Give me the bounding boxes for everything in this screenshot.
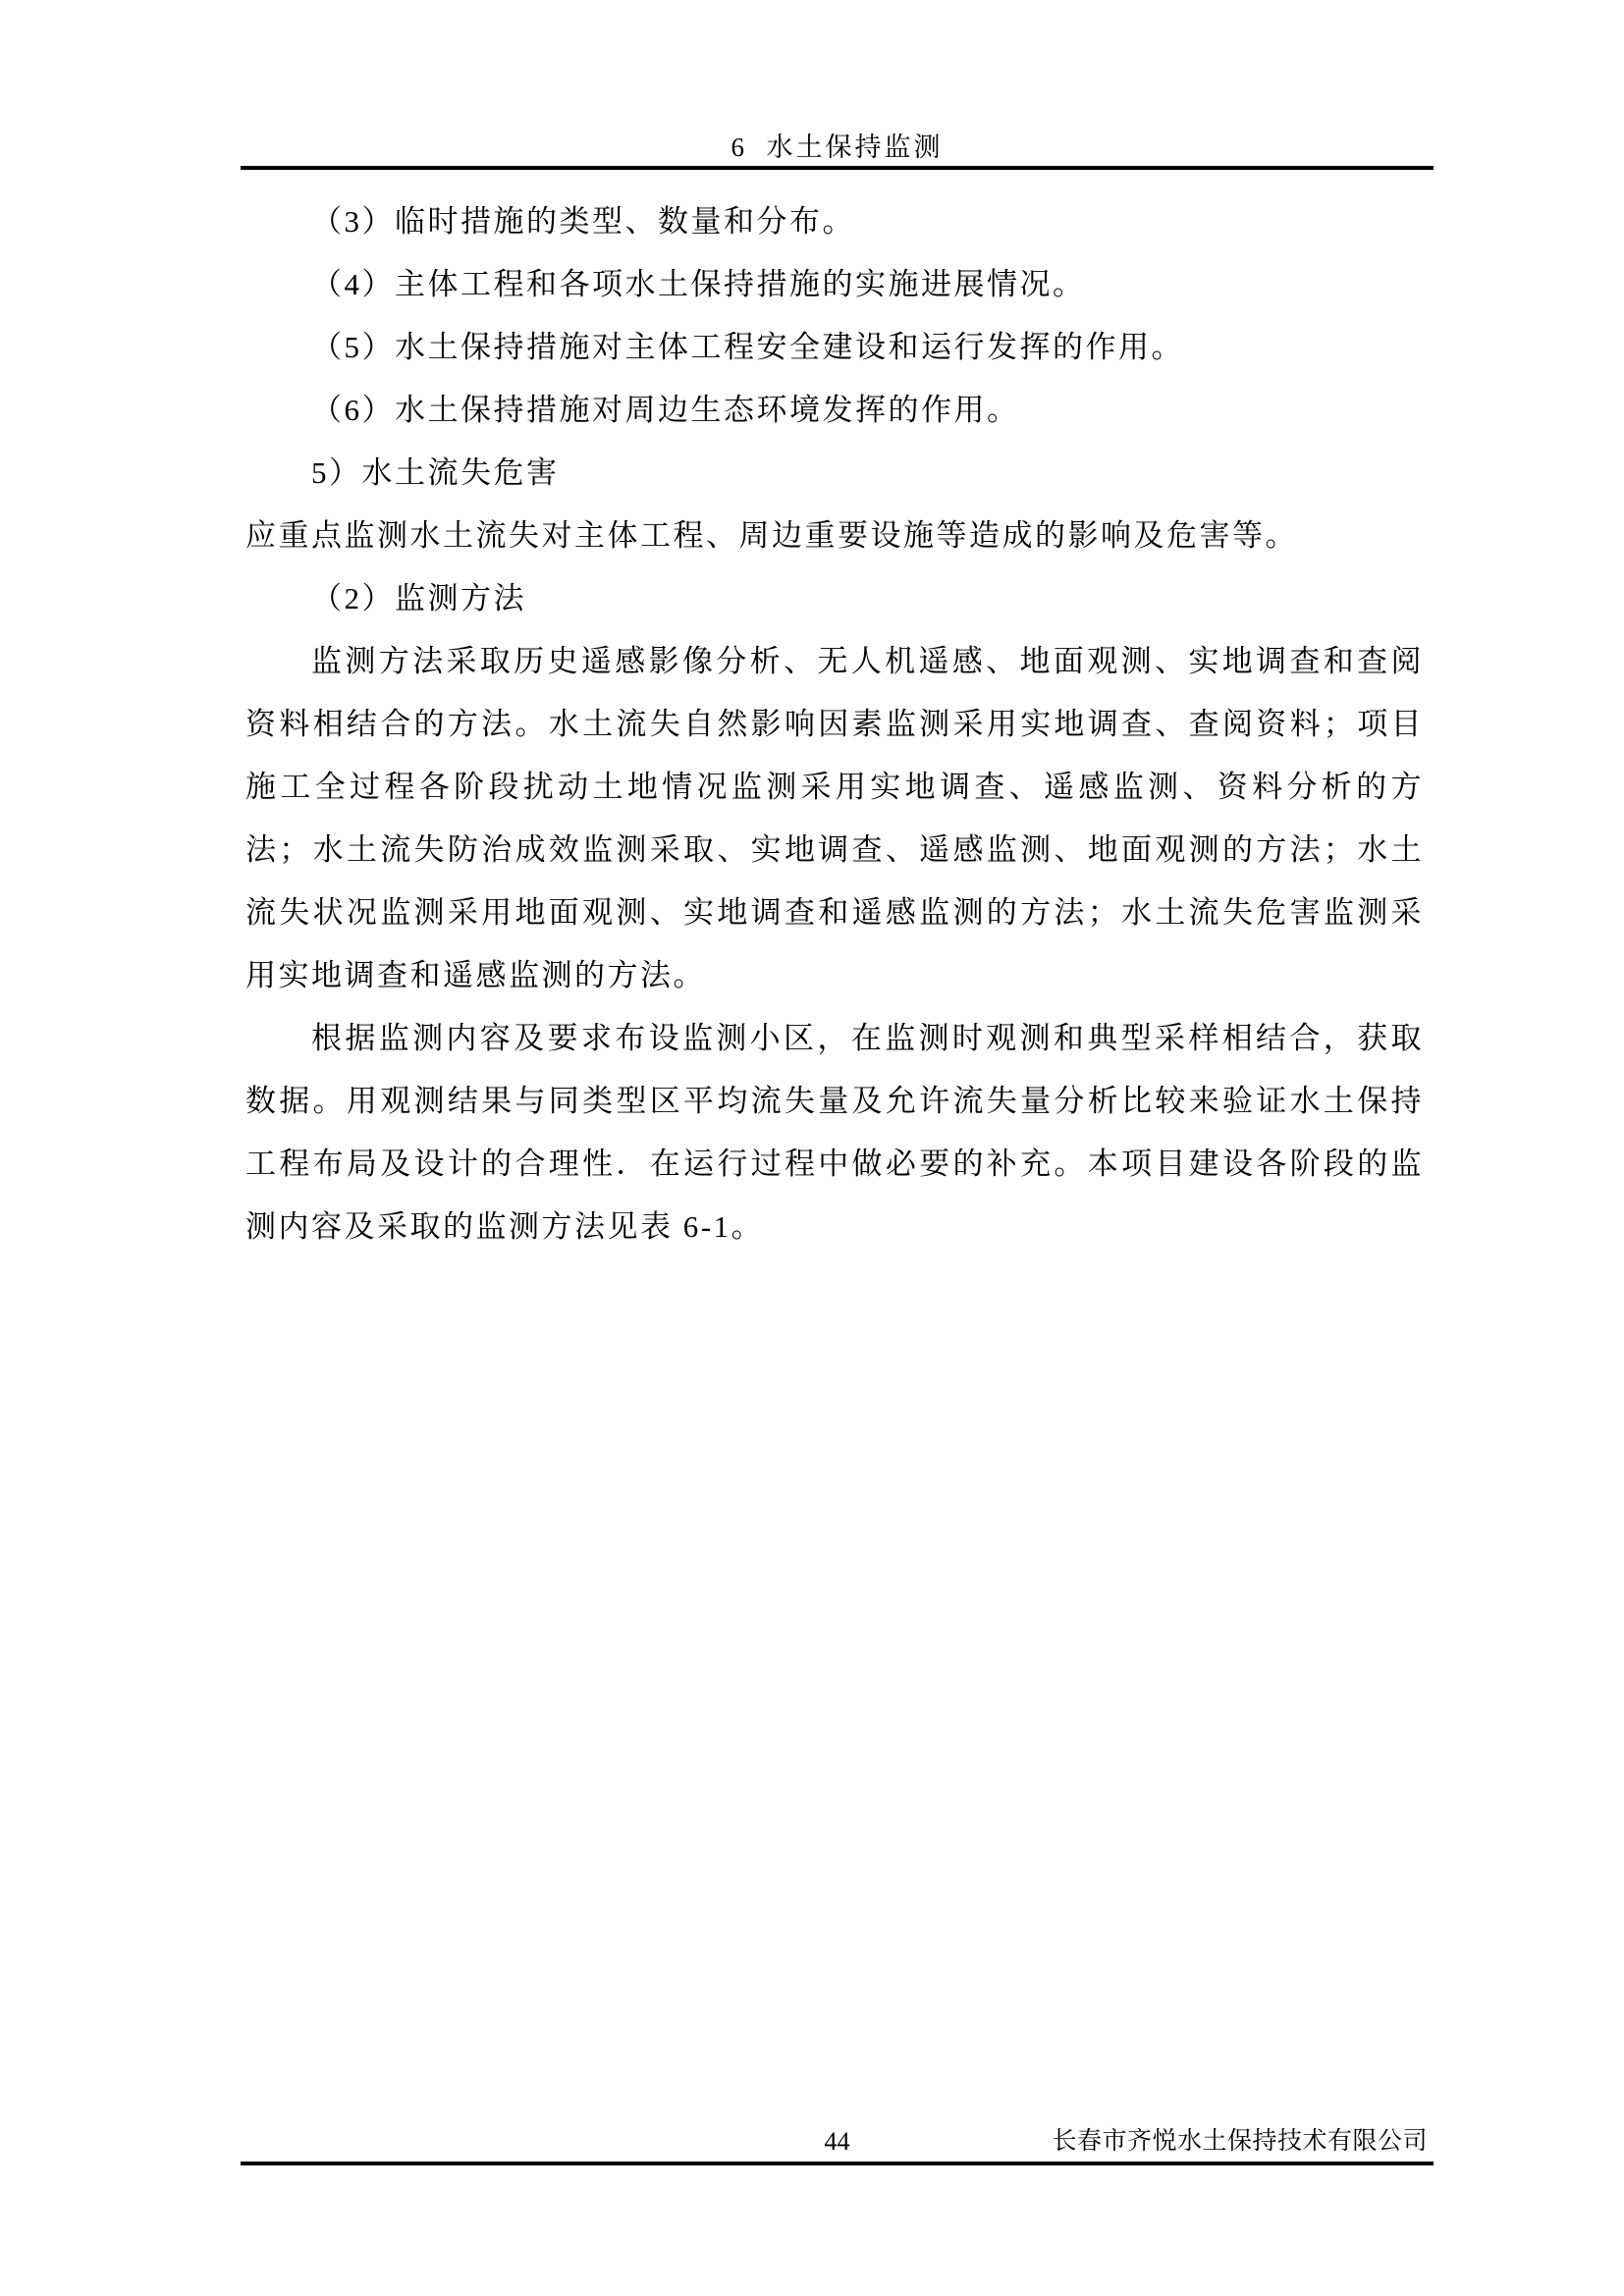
list-item-6: （6）水土保持措施对周边生态环境发挥的作用。 [311, 393, 1020, 427]
document-body [245, 190, 1424, 1258]
plots-paragraph: 根据监测内容及要求布设监测小区，在监测时观测和典型采样相结合，获取数据。用观测结果与同类型区平均流失量及允许流失量分析比较来验证水土保持工程布局及设计的合理性．在运行过程中做必要的补充。本项目建设各阶段的监测内容及采取的监测方法见表 6-1。 [245, 1021, 1424, 1244]
footer-company-name: 长春市齐悦水土保持技术有限公司 [1052, 2128, 1428, 2155]
subsection-2-title: （2）监测方法 [311, 581, 526, 615]
list-item-4: （4）主体工程和各项水土保持措施的实施进展情况。 [311, 267, 1086, 301]
page-number: 44 [824, 2127, 850, 2156]
list-item-5: （5）水土保持措施对主体工程安全建设和运行发挥的作用。 [311, 330, 1184, 364]
page-footer [241, 2116, 1434, 2165]
list-item-3: （3）临时措施的类型、数量和分布。 [311, 204, 855, 239]
subsection-5-text: 应重点监测水土流失对主体工程、周边重要设施等造成的影响及危害等。 [245, 518, 1298, 553]
subsection-5-title: 5）水土流失危害 [311, 455, 560, 490]
methods-paragraph: 监测方法采取历史遥感影像分析、无人机遥感、地面观测、实地调查和查阅资料相结合的方法。水土流失自然影响因素监测采用实地调查、查阅资料；项目施工全过程各阶段扰动土地情况监测采用实地调查、遥感监测、资料分析的方法；水土流失防治成效监测采取、实地调查、遥感监测、地面观测的方法；水土流失状况监测采用地面观测、实地调查和遥感监测的方法；水土流失危害监测采用实地调查和遥感监测的方法。 [245, 644, 1424, 992]
page-header [241, 129, 1434, 170]
chapter-header-title: 6 水土保持监测 [731, 133, 944, 162]
